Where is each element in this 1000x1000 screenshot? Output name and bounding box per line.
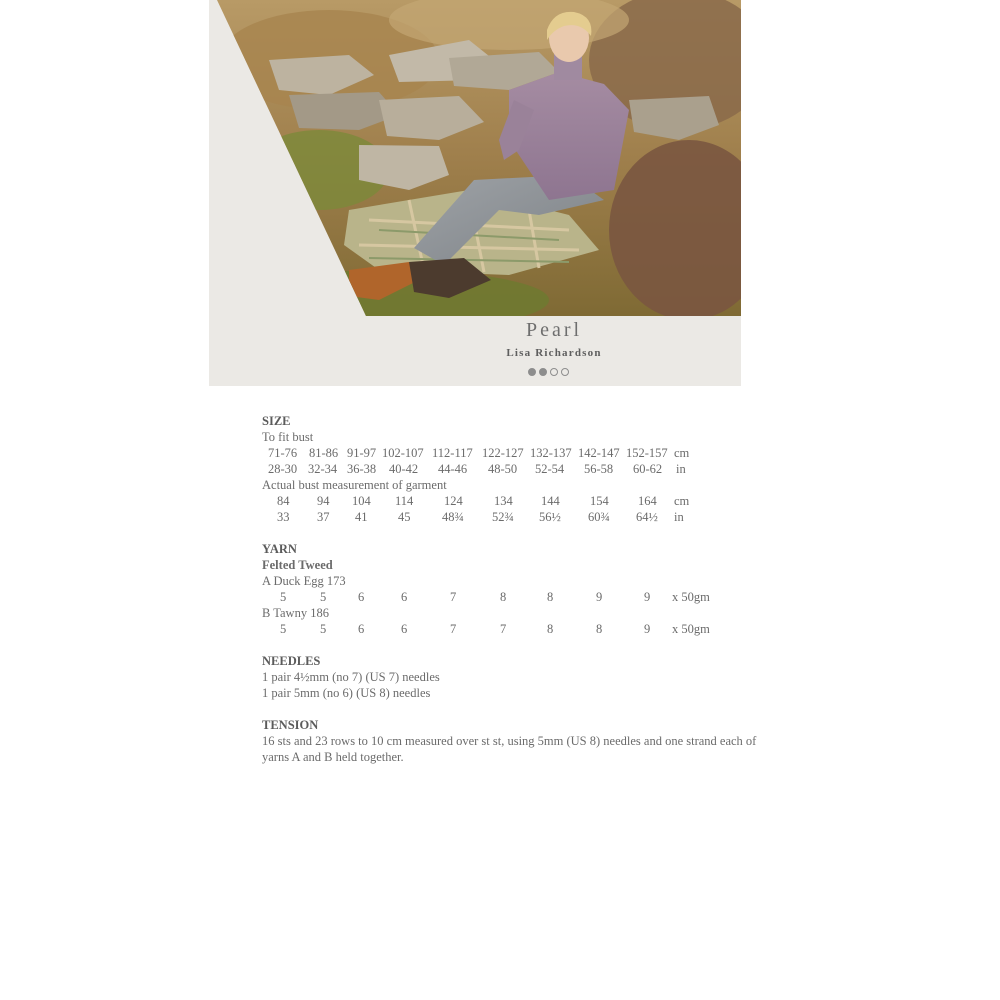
yarn-qty: 9	[644, 590, 651, 604]
size-value: 52¾	[492, 510, 514, 524]
size-value: 60-62	[633, 462, 663, 476]
yarn-qty: 8	[547, 590, 554, 604]
size-heading: SIZE	[262, 414, 291, 428]
size-value: 152-157	[626, 446, 668, 460]
page-dot[interactable]	[561, 368, 569, 376]
size-value: 134	[494, 494, 513, 508]
unit-label: in	[674, 510, 684, 524]
unit-label: cm	[674, 446, 690, 460]
size-value: 104	[352, 494, 371, 508]
actual-bust-label: Actual bust measurement of garment	[262, 478, 447, 492]
pattern-title: Pearl	[525, 319, 583, 341]
size-value: 81-86	[309, 446, 339, 460]
actual-in-row	[262, 509, 782, 525]
size-value: 94	[317, 494, 330, 508]
needles-line-1: 1 pair 4½mm (no 7) (US 7) needles	[262, 670, 440, 684]
size-value: 33	[277, 510, 290, 524]
to-fit-cm-row	[262, 445, 782, 461]
yarn-qty: 5	[280, 590, 287, 604]
yarn-qty: 9	[644, 622, 651, 636]
size-value: 45	[398, 510, 411, 524]
yarn-qty: 7	[500, 622, 507, 636]
yarn-qty: 7	[450, 622, 457, 636]
yarn-heading: YARN	[262, 542, 297, 556]
size-value: 112-117	[432, 446, 473, 460]
size-value: 114	[395, 494, 414, 508]
yarn-b-row	[262, 621, 782, 637]
size-value: 56½	[539, 510, 561, 524]
yarn-qty: 5	[320, 622, 327, 636]
size-value: 122-127	[482, 446, 524, 460]
yarn-name: Felted Tweed	[262, 558, 333, 572]
model-photo	[209, 0, 741, 316]
unit-label: in	[676, 462, 686, 476]
pattern-details	[262, 413, 782, 765]
yarn-qty: 5	[280, 622, 287, 636]
size-value: 154	[590, 494, 609, 508]
yarn-qty: 9	[596, 590, 603, 604]
size-value: 56-58	[584, 462, 614, 476]
size-value: 144	[541, 494, 560, 508]
yarn-a-row	[262, 589, 782, 605]
page-dot[interactable]	[539, 368, 547, 376]
page-indicator	[528, 368, 569, 376]
size-value: 48¾	[442, 510, 464, 524]
unit-label: cm	[674, 494, 690, 508]
size-value: 40-42	[389, 462, 419, 476]
size-value: 41	[355, 510, 368, 524]
unit-label: x 50gm	[672, 590, 710, 604]
tension-heading: TENSION	[262, 718, 319, 732]
size-value: 64½	[636, 510, 658, 524]
yarn-qty: 8	[596, 622, 603, 636]
size-value: 142-147	[578, 446, 620, 460]
yarn-qty: 6	[401, 590, 408, 604]
yarn-qty: 6	[358, 622, 365, 636]
size-value: 44-46	[438, 462, 468, 476]
size-value: 124	[444, 494, 463, 508]
yarn-qty: 6	[358, 590, 365, 604]
size-value: 36-38	[347, 462, 377, 476]
page-dot[interactable]	[550, 368, 558, 376]
header-card	[209, 0, 741, 386]
to-fit-bust-label: To fit bust	[262, 430, 314, 444]
size-value: 91-97	[347, 446, 377, 460]
needles-line-2: 1 pair 5mm (no 6) (US 8) needles	[262, 686, 431, 700]
size-value: 48-50	[488, 462, 518, 476]
to-fit-in-row	[262, 461, 782, 477]
size-value: 52-54	[535, 462, 565, 476]
actual-cm-row	[262, 493, 782, 509]
designer-name: Lisa Richardson	[506, 347, 602, 359]
size-value: 132-137	[530, 446, 572, 460]
yarn-qty: 5	[320, 590, 327, 604]
page-dot[interactable]	[528, 368, 536, 376]
yarn-qty: 7	[450, 590, 457, 604]
yarn-qty: 8	[547, 622, 554, 636]
size-value: 164	[638, 494, 657, 508]
tension-text: 16 sts and 23 rows to 10 cm measured over st st, using 5mm (US 8) needles and one strand each of yarns A and B held together.	[262, 734, 757, 764]
yarn-qty: 8	[500, 590, 507, 604]
size-value: 37	[317, 510, 330, 524]
size-value: 84	[277, 494, 290, 508]
size-value: 71-76	[268, 446, 298, 460]
size-value: 32-34	[308, 462, 338, 476]
yarn-qty: 6	[401, 622, 408, 636]
size-value: 28-30	[268, 462, 298, 476]
size-value: 60¾	[588, 510, 610, 524]
yarn-a-label: A Duck Egg 173	[262, 574, 346, 588]
needles-heading: NEEDLES	[262, 654, 321, 668]
yarn-b-label: B Tawny 186	[262, 606, 329, 620]
unit-label: x 50gm	[672, 622, 710, 636]
size-value: 102-107	[382, 446, 424, 460]
